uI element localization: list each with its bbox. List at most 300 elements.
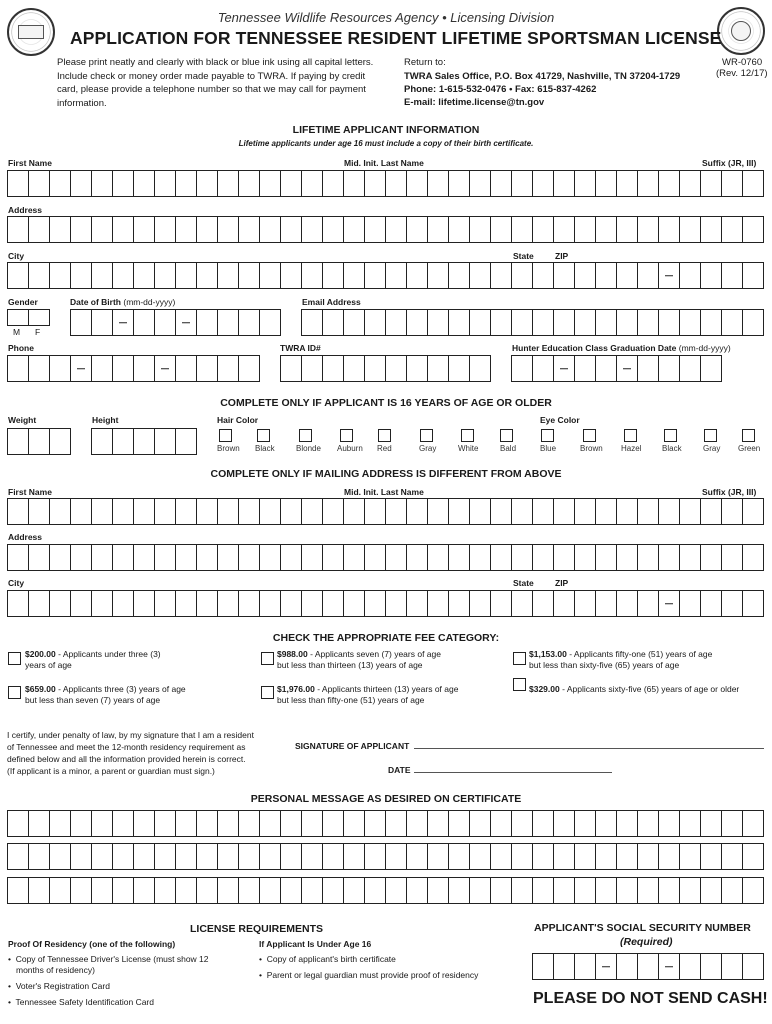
char-box[interactable] (302, 309, 323, 336)
char-box[interactable] (470, 843, 491, 870)
char-box[interactable] (155, 877, 176, 904)
char-box[interactable] (596, 262, 617, 289)
char-box[interactable] (386, 544, 407, 571)
char-box[interactable] (71, 216, 92, 243)
char-box[interactable] (386, 216, 407, 243)
char-box[interactable] (113, 590, 134, 617)
char-box[interactable] (155, 309, 176, 336)
char-box[interactable] (281, 262, 302, 289)
char-box[interactable] (8, 355, 29, 382)
char-box[interactable] (218, 498, 239, 525)
char-box[interactable] (659, 810, 680, 837)
char-box[interactable] (470, 498, 491, 525)
char-box[interactable] (659, 590, 680, 617)
char-box[interactable] (344, 544, 365, 571)
char-box[interactable] (155, 428, 176, 455)
state-field[interactable] (511, 262, 554, 289)
char-box[interactable] (365, 498, 386, 525)
char-box[interactable] (743, 590, 764, 617)
char-box[interactable] (722, 877, 743, 904)
char-box[interactable] (113, 498, 134, 525)
char-box[interactable] (386, 810, 407, 837)
char-box[interactable] (239, 498, 260, 525)
char-box[interactable] (407, 216, 428, 243)
char-box[interactable] (344, 355, 365, 382)
char-box[interactable] (596, 877, 617, 904)
char-box[interactable] (71, 544, 92, 571)
char-box[interactable] (92, 590, 113, 617)
char-box[interactable] (386, 590, 407, 617)
char-box[interactable] (701, 953, 722, 980)
char-box[interactable] (71, 590, 92, 617)
char-box[interactable] (197, 544, 218, 571)
char-box[interactable] (575, 262, 596, 289)
char-box[interactable] (722, 309, 743, 336)
char-box[interactable] (29, 309, 50, 326)
char-box[interactable] (29, 428, 50, 455)
char-box[interactable] (323, 810, 344, 837)
char-box[interactable] (638, 810, 659, 837)
char-box[interactable] (491, 216, 512, 243)
hunter-ed-field[interactable] (511, 355, 722, 382)
char-box[interactable] (176, 498, 197, 525)
char-box[interactable] (701, 877, 722, 904)
char-box[interactable] (470, 170, 491, 197)
char-box[interactable] (260, 309, 281, 336)
char-box[interactable] (239, 355, 260, 382)
char-box[interactable] (533, 953, 554, 980)
char-box[interactable] (344, 590, 365, 617)
char-box[interactable] (512, 309, 533, 336)
char-box[interactable] (92, 262, 113, 289)
char-box[interactable] (176, 216, 197, 243)
fee-1153-checkbox[interactable] (513, 652, 526, 665)
char-box[interactable] (50, 810, 71, 837)
char-box[interactable] (512, 843, 533, 870)
fee-200-checkbox[interactable] (8, 652, 21, 665)
char-box[interactable] (743, 544, 764, 571)
char-box[interactable] (155, 498, 176, 525)
char-box[interactable] (638, 498, 659, 525)
signature-line[interactable] (414, 748, 764, 749)
char-box[interactable] (512, 544, 533, 571)
char-box[interactable] (155, 262, 176, 289)
char-box[interactable] (29, 355, 50, 382)
char-box[interactable] (722, 498, 743, 525)
char-box[interactable] (680, 309, 701, 336)
char-box[interactable] (302, 810, 323, 837)
char-box[interactable] (491, 810, 512, 837)
char-box[interactable] (134, 877, 155, 904)
char-box[interactable] (281, 498, 302, 525)
char-box[interactable] (470, 216, 491, 243)
char-box[interactable] (8, 498, 29, 525)
char-box[interactable] (260, 590, 281, 617)
char-box[interactable] (617, 877, 638, 904)
char-box[interactable] (344, 216, 365, 243)
char-box[interactable] (113, 355, 134, 382)
char-box[interactable] (323, 170, 344, 197)
char-box[interactable] (596, 309, 617, 336)
char-box[interactable] (659, 262, 680, 289)
char-box[interactable] (260, 877, 281, 904)
char-box[interactable] (386, 877, 407, 904)
char-box[interactable] (113, 309, 134, 336)
char-box[interactable] (176, 262, 197, 289)
char-box[interactable] (134, 428, 155, 455)
char-box[interactable] (659, 953, 680, 980)
char-box[interactable] (8, 309, 29, 326)
char-box[interactable] (92, 216, 113, 243)
char-box[interactable] (743, 216, 764, 243)
char-box[interactable] (659, 498, 680, 525)
char-box[interactable] (407, 498, 428, 525)
char-box[interactable] (533, 216, 554, 243)
char-box[interactable] (260, 262, 281, 289)
char-box[interactable] (470, 590, 491, 617)
char-box[interactable] (407, 590, 428, 617)
char-box[interactable] (470, 544, 491, 571)
message-line-2[interactable] (7, 843, 764, 870)
char-box[interactable] (659, 843, 680, 870)
char-box[interactable] (155, 590, 176, 617)
char-box[interactable] (470, 262, 491, 289)
char-box[interactable] (638, 170, 659, 197)
char-box[interactable] (239, 216, 260, 243)
date-line[interactable] (414, 772, 612, 773)
char-box[interactable] (281, 355, 302, 382)
char-box[interactable] (407, 309, 428, 336)
char-box[interactable] (533, 498, 554, 525)
char-box[interactable] (449, 544, 470, 571)
char-box[interactable] (197, 216, 218, 243)
hair-blonde-checkbox[interactable] (299, 429, 312, 442)
char-box[interactable] (323, 544, 344, 571)
eye-hazel-checkbox[interactable] (624, 429, 637, 442)
char-box[interactable] (71, 877, 92, 904)
char-box[interactable] (281, 843, 302, 870)
char-box[interactable] (113, 810, 134, 837)
char-box[interactable] (470, 355, 491, 382)
char-box[interactable] (71, 309, 92, 336)
char-box[interactable] (92, 170, 113, 197)
char-box[interactable] (722, 262, 743, 289)
char-box[interactable] (134, 498, 155, 525)
char-box[interactable] (8, 544, 29, 571)
char-box[interactable] (281, 216, 302, 243)
phone-field[interactable] (7, 355, 260, 382)
char-box[interactable] (155, 843, 176, 870)
char-box[interactable] (92, 355, 113, 382)
char-box[interactable] (638, 309, 659, 336)
char-box[interactable] (428, 355, 449, 382)
char-box[interactable] (617, 355, 638, 382)
hair-white-checkbox[interactable] (461, 429, 474, 442)
char-box[interactable] (743, 843, 764, 870)
char-box[interactable] (323, 355, 344, 382)
char-box[interactable] (197, 498, 218, 525)
char-box[interactable] (638, 843, 659, 870)
char-box[interactable] (218, 810, 239, 837)
char-box[interactable] (239, 309, 260, 336)
char-box[interactable] (575, 590, 596, 617)
char-box[interactable] (449, 498, 470, 525)
char-box[interactable] (554, 843, 575, 870)
char-box[interactable] (428, 216, 449, 243)
char-box[interactable] (134, 810, 155, 837)
char-box[interactable] (386, 843, 407, 870)
char-box[interactable] (743, 877, 764, 904)
char-box[interactable] (449, 810, 470, 837)
char-box[interactable] (113, 428, 134, 455)
char-box[interactable] (344, 309, 365, 336)
char-box[interactable] (659, 170, 680, 197)
char-box[interactable] (113, 843, 134, 870)
char-box[interactable] (29, 590, 50, 617)
char-box[interactable] (281, 170, 302, 197)
char-box[interactable] (491, 170, 512, 197)
char-box[interactable] (176, 170, 197, 197)
char-box[interactable] (344, 877, 365, 904)
char-box[interactable] (533, 810, 554, 837)
char-box[interactable] (197, 810, 218, 837)
char-box[interactable] (491, 843, 512, 870)
char-box[interactable] (92, 810, 113, 837)
char-box[interactable] (470, 810, 491, 837)
char-box[interactable] (239, 590, 260, 617)
char-box[interactable] (491, 544, 512, 571)
char-box[interactable] (29, 216, 50, 243)
char-box[interactable] (575, 170, 596, 197)
char-box[interactable] (134, 544, 155, 571)
char-box[interactable] (218, 877, 239, 904)
char-box[interactable] (533, 544, 554, 571)
char-box[interactable] (722, 810, 743, 837)
char-box[interactable] (281, 590, 302, 617)
char-box[interactable] (71, 262, 92, 289)
char-box[interactable] (323, 877, 344, 904)
char-box[interactable] (407, 355, 428, 382)
char-box[interactable] (281, 544, 302, 571)
char-box[interactable] (512, 810, 533, 837)
char-box[interactable] (365, 544, 386, 571)
char-box[interactable] (29, 877, 50, 904)
char-box[interactable] (302, 216, 323, 243)
char-box[interactable] (50, 355, 71, 382)
char-box[interactable] (638, 590, 659, 617)
char-box[interactable] (428, 544, 449, 571)
hair-brown-checkbox[interactable] (219, 429, 232, 442)
char-box[interactable] (176, 428, 197, 455)
char-box[interactable] (680, 590, 701, 617)
char-box[interactable] (365, 309, 386, 336)
char-box[interactable] (155, 170, 176, 197)
char-box[interactable] (554, 355, 575, 382)
char-box[interactable] (155, 216, 176, 243)
char-box[interactable] (617, 953, 638, 980)
height-field[interactable] (91, 428, 197, 455)
char-box[interactable] (344, 498, 365, 525)
char-box[interactable] (176, 544, 197, 571)
char-box[interactable] (260, 810, 281, 837)
char-box[interactable] (428, 262, 449, 289)
char-box[interactable] (680, 262, 701, 289)
char-box[interactable] (218, 590, 239, 617)
char-box[interactable] (701, 170, 722, 197)
char-box[interactable] (50, 428, 71, 455)
char-box[interactable] (407, 877, 428, 904)
char-box[interactable] (134, 216, 155, 243)
char-box[interactable] (428, 877, 449, 904)
char-box[interactable] (512, 216, 533, 243)
char-box[interactable] (8, 877, 29, 904)
mail-zip-field[interactable] (553, 590, 764, 617)
char-box[interactable] (365, 170, 386, 197)
eye-brown-checkbox[interactable] (583, 429, 596, 442)
char-box[interactable] (260, 544, 281, 571)
char-box[interactable] (554, 262, 575, 289)
char-box[interactable] (92, 309, 113, 336)
char-box[interactable] (491, 590, 512, 617)
char-box[interactable] (176, 810, 197, 837)
char-box[interactable] (71, 843, 92, 870)
char-box[interactable] (134, 309, 155, 336)
char-box[interactable] (722, 544, 743, 571)
char-box[interactable] (344, 170, 365, 197)
char-box[interactable] (533, 590, 554, 617)
char-box[interactable] (638, 544, 659, 571)
char-box[interactable] (134, 843, 155, 870)
char-box[interactable] (197, 355, 218, 382)
char-box[interactable] (29, 170, 50, 197)
name-field[interactable] (7, 170, 764, 197)
char-box[interactable] (134, 590, 155, 617)
char-box[interactable] (302, 355, 323, 382)
char-box[interactable] (470, 877, 491, 904)
char-box[interactable] (323, 309, 344, 336)
fee-1976-checkbox[interactable] (261, 686, 274, 699)
char-box[interactable] (449, 355, 470, 382)
char-box[interactable] (92, 544, 113, 571)
char-box[interactable] (71, 355, 92, 382)
char-box[interactable] (449, 309, 470, 336)
char-box[interactable] (575, 498, 596, 525)
char-box[interactable] (260, 170, 281, 197)
char-box[interactable] (617, 216, 638, 243)
message-line-1[interactable] (7, 810, 764, 837)
char-box[interactable] (554, 216, 575, 243)
char-box[interactable] (554, 953, 575, 980)
char-box[interactable] (50, 877, 71, 904)
char-box[interactable] (239, 877, 260, 904)
char-box[interactable] (680, 810, 701, 837)
char-box[interactable] (176, 843, 197, 870)
char-box[interactable] (8, 590, 29, 617)
char-box[interactable] (260, 843, 281, 870)
char-box[interactable] (722, 843, 743, 870)
char-box[interactable] (596, 953, 617, 980)
char-box[interactable] (575, 810, 596, 837)
char-box[interactable] (449, 877, 470, 904)
char-box[interactable] (743, 953, 764, 980)
char-box[interactable] (743, 170, 764, 197)
char-box[interactable] (428, 843, 449, 870)
char-box[interactable] (365, 590, 386, 617)
char-box[interactable] (680, 170, 701, 197)
char-box[interactable] (512, 590, 533, 617)
char-box[interactable] (71, 170, 92, 197)
char-box[interactable] (449, 590, 470, 617)
char-box[interactable] (659, 309, 680, 336)
mail-city-field[interactable] (7, 590, 512, 617)
char-box[interactable] (218, 355, 239, 382)
char-box[interactable] (155, 544, 176, 571)
char-box[interactable] (365, 216, 386, 243)
char-box[interactable] (617, 843, 638, 870)
char-box[interactable] (50, 216, 71, 243)
char-box[interactable] (365, 810, 386, 837)
char-box[interactable] (155, 810, 176, 837)
char-box[interactable] (386, 170, 407, 197)
char-box[interactable] (701, 810, 722, 837)
char-box[interactable] (197, 877, 218, 904)
char-box[interactable] (701, 843, 722, 870)
eye-black-checkbox[interactable] (664, 429, 677, 442)
char-box[interactable] (50, 262, 71, 289)
hair-black-checkbox[interactable] (257, 429, 270, 442)
char-box[interactable] (659, 877, 680, 904)
char-box[interactable] (554, 498, 575, 525)
char-box[interactable] (554, 544, 575, 571)
char-box[interactable] (638, 262, 659, 289)
char-box[interactable] (365, 843, 386, 870)
char-box[interactable] (365, 355, 386, 382)
dob-field[interactable] (70, 309, 281, 336)
city-field[interactable] (7, 262, 512, 289)
char-box[interactable] (575, 877, 596, 904)
char-box[interactable] (8, 810, 29, 837)
char-box[interactable] (176, 355, 197, 382)
char-box[interactable] (407, 544, 428, 571)
char-box[interactable] (218, 843, 239, 870)
char-box[interactable] (743, 810, 764, 837)
char-box[interactable] (701, 544, 722, 571)
char-box[interactable] (722, 590, 743, 617)
char-box[interactable] (176, 309, 197, 336)
char-box[interactable] (29, 810, 50, 837)
char-box[interactable] (281, 877, 302, 904)
eye-green-checkbox[interactable] (742, 429, 755, 442)
char-box[interactable] (302, 544, 323, 571)
char-box[interactable] (302, 590, 323, 617)
char-box[interactable] (428, 590, 449, 617)
char-box[interactable] (701, 309, 722, 336)
char-box[interactable] (554, 810, 575, 837)
char-box[interactable] (596, 498, 617, 525)
char-box[interactable] (596, 843, 617, 870)
char-box[interactable] (680, 544, 701, 571)
hair-gray-checkbox[interactable] (420, 429, 433, 442)
char-box[interactable] (386, 355, 407, 382)
char-box[interactable] (428, 309, 449, 336)
char-box[interactable] (617, 498, 638, 525)
char-box[interactable] (92, 877, 113, 904)
char-box[interactable] (8, 262, 29, 289)
char-box[interactable] (575, 544, 596, 571)
char-box[interactable] (491, 262, 512, 289)
char-box[interactable] (701, 216, 722, 243)
char-box[interactable] (596, 544, 617, 571)
